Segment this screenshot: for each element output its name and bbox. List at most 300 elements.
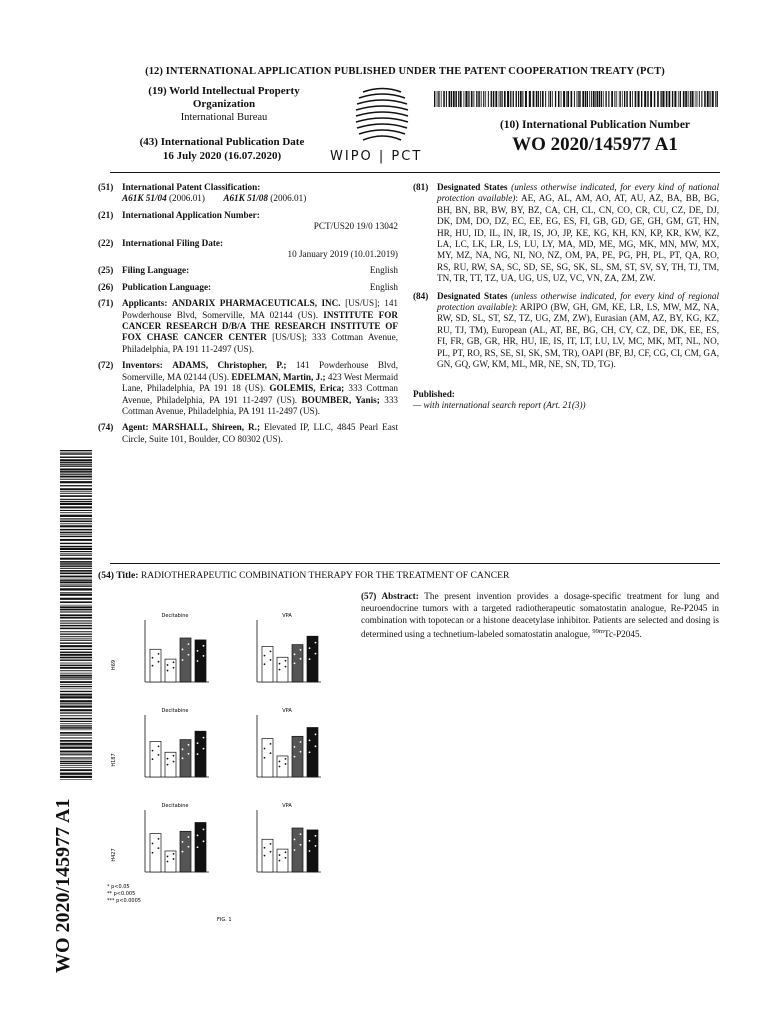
panel-dot — [285, 666, 287, 668]
panel-dot — [285, 660, 287, 662]
panel-dot — [173, 858, 175, 860]
barcode-bar — [60, 694, 92, 696]
barcode-bar — [707, 91, 709, 107]
inventor-name: GOLEMIS, Erica; — [269, 383, 345, 394]
barcode-bar — [626, 91, 627, 107]
barcode-bar — [60, 767, 92, 768]
agent-address: Elevated IP, LLC, 4845 Pearl East Circle, Suite 101, Boulder, CO 80302 (US). — [122, 422, 399, 444]
panel-dot — [279, 761, 281, 763]
significance-legend: *** p<0.0005 — [107, 898, 141, 904]
inventor-address: 333 Cottman Avenue, Philadelphia, PA 191 11-2497 (US). — [122, 394, 398, 416]
barcode-bar — [666, 91, 668, 107]
barcode-bar — [60, 503, 92, 505]
barcode-bar — [60, 773, 92, 775]
panel-dot — [173, 667, 175, 669]
panel-dot — [167, 670, 169, 672]
published-label: Published: — [413, 388, 455, 399]
panel-dot — [294, 662, 296, 664]
barcode-bar — [476, 91, 477, 107]
panel-title: Decitabine — [161, 708, 189, 714]
barcode-bar — [641, 91, 642, 107]
field-label: Designated States — [437, 182, 508, 192]
barcode-bar — [587, 91, 588, 107]
panel-dot — [152, 843, 154, 845]
barcode-bar — [683, 91, 685, 107]
inventor-address: 423 West Mermaid Lane, Philadelphia, PA 191 18 (US). — [122, 371, 399, 394]
barcode-bar — [60, 468, 92, 470]
field-label: Publication Language: — [122, 281, 212, 292]
panel-dot — [203, 737, 205, 739]
barcode-bar — [60, 543, 92, 544]
panel-dot — [285, 851, 287, 853]
barcode-bar — [60, 551, 92, 552]
barcode-bar — [60, 730, 92, 731]
publication-language-field — [98, 282, 398, 293]
barcode-bar — [533, 91, 535, 107]
barcode-bar — [60, 665, 92, 666]
barcode-bar — [60, 532, 92, 534]
panel-dot — [270, 843, 272, 845]
panel-dot — [315, 642, 317, 644]
barcode-bar — [460, 91, 462, 107]
barcode-bar — [60, 485, 92, 486]
barcode-bar — [571, 91, 573, 107]
barcode-bar — [60, 732, 92, 734]
barcode-bar — [654, 91, 655, 107]
barcode-bar — [699, 91, 700, 107]
barcode-bar — [60, 520, 92, 522]
barcode-bar — [525, 91, 527, 107]
field-code: (21) — [98, 209, 114, 220]
panel-dot — [197, 846, 199, 848]
designated-states-national — [413, 182, 719, 285]
barcode-bar — [438, 91, 439, 107]
panel-dot — [285, 763, 287, 765]
state-list: : ARIPO (BW, GH, GM, KE, LR, LS, MW, MZ, NA, RW, SD, SL, ST, SZ, TZ, UG, ZM, ZW), Eurasian (AM, AZ, BY, KG, KZ, RU, TJ, TM), European (AL, AT, BE, BG, CH, CY, CZ, DE, DK, EE, ES, FI, FR, GB, GR, HR, HU, IE, IS, IT, LT, LU, LV, MC, MK, MT, NL, NO, PL, PT, RO, RS, SE, SI, SK, SM, TR), OAPI (BF, BJ, CF, CG, CI, CM, GA, GN, GQ, GW, KM, ML, MR, NE, SN, TD, TG). — [437, 302, 719, 370]
panel-dot — [309, 840, 311, 842]
barcode-bar — [60, 462, 92, 463]
panel-dot — [197, 660, 199, 662]
barcode-bar — [60, 546, 92, 547]
barcode-bar — [60, 659, 92, 660]
barcode-bar — [516, 91, 517, 107]
barcode-bar — [520, 91, 522, 107]
barcode-bar — [449, 91, 451, 107]
barcode-bar — [582, 91, 584, 107]
barcode-bar — [577, 91, 578, 107]
barcode-bar — [624, 91, 625, 107]
barcode-bar — [60, 689, 92, 690]
barcode-bar — [473, 91, 474, 107]
barcode-bar — [717, 91, 718, 107]
published-block — [413, 389, 719, 412]
panel-dot — [152, 750, 154, 752]
barcode-bar — [672, 91, 673, 107]
panel-dot — [188, 753, 190, 755]
barcode-bar — [605, 91, 606, 107]
significance-legend: ** p<0.005 — [107, 891, 136, 897]
abstract-text: The present invention provides a dosage-specific treatment for lung and neuroendocrine tumors with a targeted radiotherapeutic somatostatin analogue, Re-P2045 in combination with topotecan or a histone deacetylase inhibitor. Patients are selected and dosing is determined using a technetium-labeled somatostatin analogue, — [361, 591, 719, 640]
figure-label: FIG. 1 — [217, 917, 232, 923]
barcode-bar — [60, 581, 92, 583]
barcode-bar — [60, 623, 92, 624]
pub-date-label: (43) International Publication Date — [139, 136, 305, 148]
barcode-bar — [471, 91, 473, 107]
barcode-bar — [60, 758, 92, 759]
panel-dot — [300, 751, 302, 753]
barcode-bar — [593, 91, 595, 107]
barcode-bar — [60, 568, 92, 569]
barcode-bar — [558, 91, 560, 107]
bibliographic-right-column — [413, 182, 719, 411]
barcode-bar — [60, 592, 92, 593]
barcode-bar — [60, 457, 92, 458]
title-code: (54) Title: — [98, 570, 139, 581]
barcode-bar — [60, 691, 92, 692]
barcode-bar — [60, 453, 92, 454]
barcode-bar — [680, 91, 681, 107]
barcode-bar — [589, 91, 590, 107]
panel-dot — [158, 661, 160, 663]
barcode-bar — [60, 570, 92, 572]
field-code: (51) — [98, 182, 114, 192]
pub-number-label: (10) International Publication Number — [499, 119, 691, 131]
header-divider — [110, 172, 720, 173]
barcode-bar — [60, 645, 92, 647]
barcode-bar — [60, 518, 92, 519]
barcode-bar — [579, 91, 580, 107]
barcode-bar — [585, 91, 586, 107]
panel-dot — [197, 834, 199, 836]
barcode-bar — [619, 91, 620, 107]
treaty-heading: (12) INTERNATIONAL APPLICATION PUBLISHED UNDER THE PATENT COOPERATION TREATY (PCT) — [145, 66, 665, 77]
barcode-bar — [536, 91, 537, 107]
barcode-bar — [60, 663, 92, 664]
application-number-field — [98, 210, 398, 233]
panel-dot — [158, 838, 160, 840]
panel-dot — [158, 653, 160, 655]
field-label: Agent: — [122, 422, 149, 433]
panel-dot — [182, 757, 184, 759]
barcode-bar — [443, 91, 445, 107]
field-qualifier: (unless otherwise indicated, for every kind of regional protection available) — [437, 290, 720, 313]
panel-dot — [315, 845, 317, 847]
barcode-bar — [60, 654, 92, 656]
inventor-name: EDELMAN, Martin, J.; — [231, 371, 326, 382]
barcode-bar — [451, 91, 452, 107]
barcode-bar — [60, 529, 92, 531]
barcode-bar — [60, 609, 92, 611]
pub-date-value: 16 July 2020 (16.07.2020) — [162, 150, 282, 162]
barcode-bar — [495, 91, 497, 107]
wipo-org-block — [120, 85, 328, 124]
panel-dot — [167, 758, 169, 760]
barcode-bar — [60, 712, 92, 713]
cell-line-label: H427 — [111, 848, 117, 862]
barcode-bar — [614, 91, 615, 107]
barcode-bar — [60, 740, 92, 742]
barcode-bar — [597, 91, 599, 107]
panel-dot — [279, 663, 281, 665]
barcode-bar — [60, 765, 92, 766]
barcode-bar — [60, 673, 92, 674]
barcode-bar — [60, 625, 92, 626]
barcode-bar — [60, 769, 92, 771]
barcode-bar — [60, 696, 92, 698]
barcode-bar — [60, 515, 92, 517]
field-code: (71) — [98, 298, 114, 309]
panel-dot — [294, 849, 296, 851]
panel-dot — [279, 766, 281, 768]
panel-dot — [270, 650, 272, 652]
ipc-date: (2006.01) — [270, 193, 307, 204]
barcode-bar — [60, 539, 92, 541]
panel-dot — [197, 753, 199, 755]
barcode-bar — [563, 91, 565, 107]
panel-dot — [270, 743, 272, 745]
barcode-bar — [60, 657, 92, 659]
abstract — [361, 590, 719, 640]
isotope-tail: Tc-P2045. — [603, 629, 642, 640]
barcode-bar — [60, 715, 92, 716]
barcode-bar — [688, 91, 689, 107]
barcode-bar — [60, 638, 92, 639]
ipc-code: A61K 51/08 — [223, 193, 268, 204]
barcode-bar — [678, 91, 679, 107]
barcode-bar — [60, 476, 92, 478]
barcode-bar — [60, 622, 92, 623]
barcode-bar — [578, 91, 579, 107]
panel-dot — [188, 643, 190, 645]
panel-dot — [270, 752, 272, 754]
panel-dot — [167, 856, 169, 858]
barcode-bar — [60, 686, 92, 687]
panel-dot — [309, 751, 311, 753]
barcode-bar — [635, 91, 637, 107]
barcode-bar — [60, 563, 92, 564]
barcode-bar — [60, 776, 92, 778]
field-label: International Patent Classification: — [122, 182, 261, 192]
barcode-bar — [701, 91, 702, 107]
figure-1 — [105, 605, 340, 925]
field-code: (81) — [413, 182, 429, 192]
barcode-bar — [507, 91, 509, 107]
state-list: : AE, AG, AL, AM, AO, AT, AU, AZ, BA, BB, BG, BH, BN, BR, BW, BY, BZ, CA, CH, CL, CN, CO, CR, CU, CZ, DE, DJ, DK, DM, DO, DZ, EC, EE, EG, ES, FI, GB, GD, GE, GH, GM, GT, HN, HR, HU, ID, IL, IN, IR, IS, JO, JP, KE, KG, KH, KN, KP, KR, KW, KZ, LA, LC, LK, LR, LS, LU, LY, MA, MD, ME, MG, MK, MN, MW, MX, MY, MZ, NA, NG, NI, NO, NZ, OM, PA, PE, PG, PH, PL, PT, QA, RO, RS, RU, RW, SA, SC, SD, SE, SG, SK, SL, SM, ST, SV, SY, TH, TJ, TM, TN, TR, TT, TZ, UA, UG, US, UZ, VC, VN, ZA, ZM, ZW. — [437, 193, 719, 284]
barcode-bar — [60, 763, 92, 764]
title-divider — [110, 563, 720, 564]
barcode-bar — [464, 91, 465, 107]
field-code: (72) — [98, 360, 114, 371]
barcode-bar — [60, 588, 92, 590]
panel-dot — [270, 851, 272, 853]
panel-dot — [285, 857, 287, 859]
barcode-bar — [608, 91, 609, 107]
barcode-bar — [502, 91, 503, 107]
panel-dot — [270, 659, 272, 661]
panel-dot — [300, 658, 302, 660]
designated-states-regional — [413, 291, 719, 371]
barcode-bar — [601, 91, 602, 107]
panel-dot — [264, 847, 266, 849]
barcode-bar — [566, 91, 567, 107]
barcode-bar — [668, 91, 670, 107]
panel-dot — [173, 853, 175, 855]
barcode-bar — [660, 91, 661, 107]
panel-dot — [309, 739, 311, 741]
barcode-bar — [60, 735, 92, 736]
barcode-bar — [60, 558, 92, 560]
barcode-bar — [446, 91, 447, 107]
barcode-bar — [60, 743, 92, 745]
barcode-bar — [60, 725, 92, 726]
barcode-bar — [60, 636, 92, 637]
inventor-address: 141 Powderhouse Blvd, Somerville, MA 02144 (US). — [122, 360, 398, 382]
field-label: Designated States — [437, 290, 508, 301]
panel-dot — [300, 833, 302, 835]
barcode-bar — [60, 628, 92, 630]
panel-dot — [315, 835, 317, 837]
field-code: (26) — [98, 281, 114, 292]
barcode-bar — [60, 601, 92, 603]
barcode-bar — [455, 91, 456, 107]
applicants-field — [98, 298, 398, 355]
barcode-bar — [60, 723, 92, 724]
barcode-bar — [510, 91, 511, 107]
barcode-bar — [493, 91, 495, 107]
barcode-bar — [60, 617, 92, 619]
barcode-bar — [647, 91, 648, 107]
panel-dot — [309, 850, 311, 852]
barcode-bar — [704, 91, 706, 107]
barcode-bar — [60, 466, 92, 467]
barcode-bar — [60, 611, 92, 612]
field-code: (22) — [98, 237, 114, 248]
invention-title — [98, 570, 720, 581]
barcode-bar — [622, 91, 623, 107]
side-pub-number-text: WO 2020/145977 A1 — [52, 798, 74, 973]
panel-dot — [173, 755, 175, 757]
panel-dot — [315, 734, 317, 736]
barcode-bar — [60, 510, 92, 511]
ipc-code: A61K 51/04 — [122, 193, 167, 204]
barcode-bar — [437, 91, 438, 107]
barcode-bar — [60, 679, 92, 680]
barcode-bar — [611, 91, 613, 107]
barcode-bar — [691, 91, 693, 107]
filing-date-field — [98, 238, 398, 261]
agent-name: MARSHALL, Shireen, R.; — [152, 422, 261, 433]
barcode-bar — [504, 91, 506, 107]
barcode-bar — [60, 464, 92, 465]
panel-dot — [294, 746, 296, 748]
barcode-bar — [60, 747, 92, 749]
panel-dot — [152, 657, 154, 659]
panel-title: Decitabine — [161, 803, 189, 809]
barcode-bar — [60, 548, 92, 550]
panel-dot — [203, 840, 205, 842]
barcode-bar — [60, 605, 92, 606]
panel-dot — [264, 663, 266, 665]
barcode-bar — [712, 91, 714, 107]
barcode-bar — [465, 91, 467, 107]
field-label: Filing Language: — [122, 265, 190, 276]
barcode-bar — [60, 751, 92, 753]
barcode-bar — [697, 91, 698, 107]
barcode-bar — [60, 555, 92, 556]
side-pub-number — [52, 795, 92, 975]
barcode-bar — [638, 91, 640, 107]
barcode-bar — [555, 91, 556, 107]
barcode-bar — [60, 450, 92, 451]
panel-dot — [167, 861, 169, 863]
barcode-bar — [522, 91, 523, 107]
barcode-bar — [529, 91, 531, 107]
panel-dot — [167, 764, 169, 766]
barcode-bar — [499, 91, 500, 107]
classification-field — [98, 182, 398, 205]
panel-dot — [182, 841, 184, 843]
barcode-bar — [599, 91, 600, 107]
applicant-name: ANDARIX PHARMACEUTICALS, INC. — [171, 298, 341, 309]
barcode-bar — [60, 578, 92, 579]
barcode-top — [434, 91, 718, 107]
barcode-bar — [60, 684, 92, 685]
panel-title: VPA — [282, 613, 292, 619]
barcode-bar — [488, 91, 489, 107]
panel-dot — [300, 844, 302, 846]
barcode-bar — [60, 634, 92, 635]
barcode-bar — [60, 727, 92, 729]
barcode-bar — [60, 705, 92, 707]
barcode-bar — [60, 488, 92, 490]
barcode-bar — [595, 91, 596, 107]
panel-title: VPA — [282, 803, 292, 809]
barcode-bar — [60, 506, 92, 508]
barcode-bar — [60, 459, 92, 461]
field-code: (74) — [98, 422, 114, 433]
barcode-bar — [478, 91, 479, 107]
barcode-bar — [60, 534, 92, 535]
barcode-bar — [662, 91, 664, 107]
panel-dot — [182, 748, 184, 750]
barcode-bar — [60, 700, 92, 702]
cell-line-label: H187 — [111, 753, 117, 767]
panel-dot — [279, 669, 281, 671]
barcode-bar — [60, 493, 92, 494]
bibliographic-left-column — [98, 182, 398, 450]
barcode-bar — [60, 757, 92, 758]
barcode-bar — [483, 91, 484, 107]
barcode-bar — [518, 91, 519, 107]
panel-dot — [167, 664, 169, 666]
panel-dot — [182, 659, 184, 661]
significance-legend: * p<0.05 — [107, 884, 130, 890]
barcode-bar — [513, 91, 514, 107]
panel-dot — [158, 745, 160, 747]
panel-dot — [294, 653, 296, 655]
panel-dot — [158, 754, 160, 756]
panel-dot — [197, 650, 199, 652]
barcode-bar — [60, 561, 92, 563]
barcode-bar — [60, 471, 92, 473]
barcode-bar — [552, 91, 553, 107]
barcode-bar — [60, 606, 92, 608]
panel-dot — [279, 854, 281, 856]
panel-title: Decitabine — [161, 613, 189, 619]
org-code-line: (19) World Intellectual Property — [148, 85, 300, 97]
barcode-bar — [60, 584, 92, 585]
barcode-bar — [620, 91, 621, 107]
